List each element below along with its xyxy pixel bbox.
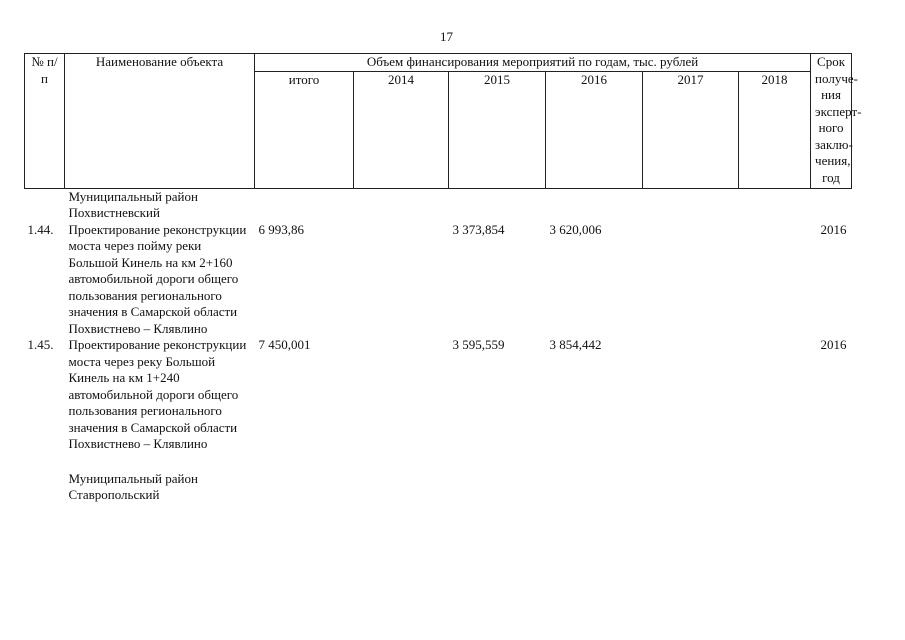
district-row: [25, 188, 852, 222]
district-name: Муниципальный район Похвистневский: [68, 188, 198, 220]
header-year-2018: 2018: [739, 71, 811, 188]
object-name: Проектирование реконструкции моста через пойму реки Большой Кинель на км 2+160 автомобильной дороги общего пользования регионального значения в Самарской области Похвистнево – Клявлино: [68, 221, 247, 336]
header-expert-term: Срок получе-ния эксперт-ного заклю-чения, год: [811, 54, 852, 189]
total-value: 6 993,86: [258, 221, 304, 237]
header-year-2015: 2015: [449, 71, 546, 188]
total-value: 7 450,001: [258, 337, 311, 352]
financing-table: [24, 53, 862, 504]
value-2016: 3 620,006: [549, 221, 602, 237]
value-2015: 3 373,854: [452, 221, 505, 237]
header-year-2016: 2016: [546, 71, 643, 188]
page-number: 17: [440, 29, 453, 44]
header-total: итого: [255, 71, 354, 188]
value-2016: 3 854,442: [549, 337, 602, 352]
value-2017: [643, 222, 739, 338]
header-financing-group: Объем финансирования мероприятий по годам, тыс. рублей: [255, 54, 811, 72]
row-number: 1.44.: [27, 221, 54, 237]
value-2015: 3 595,559: [452, 337, 505, 352]
table-row: [25, 222, 852, 338]
value-2014: [354, 222, 449, 338]
expert-term-value: 2016: [820, 337, 847, 352]
value-2017: [643, 337, 739, 453]
value-2018: [739, 337, 811, 453]
value-2018: [739, 222, 811, 338]
district-name: Муниципальный район Ставропольский: [68, 470, 198, 502]
object-name: Проектирование реконструкции моста через реку Большой Кинель на км 1+240 автомобильной дороги общего пользования регионального значения в Самарской области Похвистнево – Клявлино: [68, 337, 247, 451]
district-row: [25, 471, 852, 504]
value-2014: [354, 337, 449, 453]
expert-term-value: 2016: [820, 221, 847, 237]
header-object-name: Наименование объекта: [65, 54, 255, 189]
header-year-2014: 2014: [354, 71, 449, 188]
table-row: [25, 337, 852, 453]
row-number: 1.45.: [27, 337, 54, 352]
header-year-2017: 2017: [643, 71, 739, 188]
spacer-row: [25, 453, 852, 471]
header-num: № п/п: [25, 54, 65, 189]
